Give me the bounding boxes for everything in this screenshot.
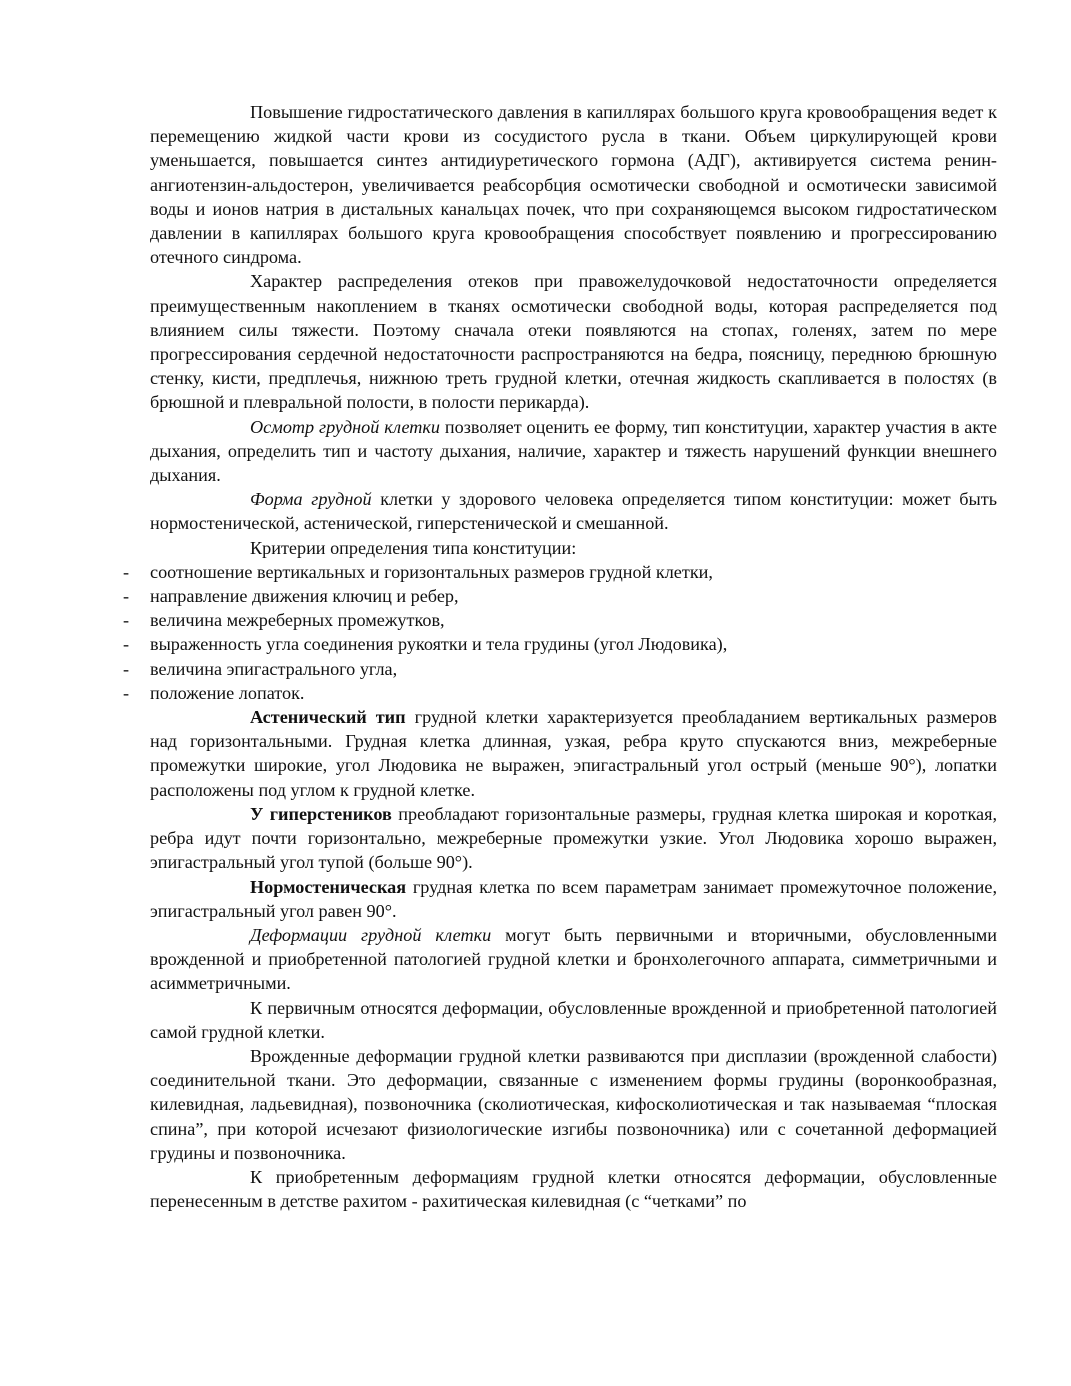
list-item-text: выраженность угла соединения рукоятки и тела грудины (угол Людовика), bbox=[150, 634, 728, 655]
bullet-dash: - bbox=[123, 610, 130, 631]
list-item-text: соотношение вертикальных и горизонтальных размеров грудной клетки, bbox=[150, 561, 713, 582]
bullet-dash: - bbox=[123, 658, 130, 679]
paragraph-10: К первичным относятся деформации, обусловленные врожденной и приобретенной патологией самой грудной клетки. bbox=[150, 997, 997, 1042]
bold-lead: У гиперстеников bbox=[250, 803, 392, 824]
document-page bbox=[123, 100, 997, 1213]
paragraph-9 bbox=[150, 923, 997, 996]
bullet-dash: - bbox=[123, 586, 130, 607]
list-item-text: направление движения ключиц и ребер, bbox=[150, 586, 459, 607]
paragraph-text: грудная клетка по всем параметрам занимает промежуточное положение, эпигастральный угол равен 90°. bbox=[150, 876, 997, 921]
italic-lead: Форма грудной bbox=[250, 489, 372, 510]
italic-lead: Осмотр грудной клетки bbox=[250, 416, 441, 437]
list-item bbox=[123, 681, 997, 705]
paragraph-text: могут быть первичными и вторичными, обусловленными врожденной и приобретенной патологией грудной клетки и бронхолегочного аппарата, симметричными и асимметричными. bbox=[150, 924, 997, 994]
bold-lead: Нормостеническая bbox=[250, 876, 407, 897]
paragraph-12: К приобретенным деформациям грудной клетки относятся деформации, обусловленные перенесенным в детстве рахитом - рахитическая килевидная (с “четками” по bbox=[150, 1166, 997, 1212]
paragraph-3 bbox=[150, 415, 997, 488]
bold-lead: Астенический тип bbox=[250, 707, 406, 728]
italic-lead: Деформации грудной клетки bbox=[250, 924, 492, 945]
bullet-dash: - bbox=[123, 682, 130, 703]
list-item-text: величина межреберных промежутков, bbox=[150, 610, 445, 631]
list-item-text: положение лопаток. bbox=[150, 682, 305, 703]
list-item bbox=[123, 657, 997, 681]
bullet-dash: - bbox=[123, 561, 130, 582]
paragraph-7 bbox=[150, 802, 997, 875]
paragraph-text: клетки у здорового человека определяется типом конституции: может быть нормостенической, астенической, гиперстенической и смешанной. bbox=[150, 489, 997, 534]
paragraph-text: преобладают горизонтальные размеры, грудная клетка широкая и короткая, ребра идут почти горизонтально, межреберные промежутки узкие. Угол Людовика хорошо выражен, эпигастральный угол тупой (больше 90°). bbox=[150, 803, 997, 873]
list-item bbox=[123, 608, 997, 632]
paragraph-11: Врожденные деформации грудной клетки развиваются при дисплазии (врожденной слабости) соединительной ткани. Это деформации, связанные с изменением формы грудины (воронкообразная, килевидная, ладьевидная), позвоночника (сколиотическая, кифосколиотическая и так называемая “плоская спина”, при которой исчезают физиологические изгибы позвоночника) или с сочетанной деформацией грудины и позвоночника. bbox=[150, 1045, 997, 1163]
paragraph-2: Характер распределения отеков при правожелудочковой недостаточности определяется преимущественным накоплением в тканях осмотически свободной воды, которая распределяется под влиянием силы тяжести. Поэтому сначала отеки появляются на стопах, голенях, затем по мере прогрессирования сердечной недостаточности распространяются на бедра, поясницу, переднюю брюшную стенку, кисти, предплечья, нижнюю треть грудной клетки, отечная жидкость скапливается в полостях (в брюшной и плевральной полости, в полости перикарда). bbox=[150, 271, 997, 413]
paragraph-8 bbox=[150, 875, 997, 923]
paragraph-text: грудной клетки характеризуется преобладанием вертикальных размеров над горизонтальными. Грудная клетка длинная, узкая, ребра круто спускаются вниз, межреберные промежутки широкие, угол Людовика не выражен, эпигастральный угол острый (меньше 90°), лопатки расположены под углом к грудной клетке. bbox=[150, 707, 997, 800]
list-item bbox=[123, 584, 997, 608]
paragraph-text: позволяет оценить ее форму, тип конституции, характер участия в акте дыхания, определить тип и частоту дыхания, наличие, характер и тяжесть нарушений функции внешнего дыхания. bbox=[150, 416, 997, 486]
bullet-dash: - bbox=[123, 634, 130, 655]
paragraph-6 bbox=[150, 705, 997, 802]
list-item-text: величина эпигастрального угла, bbox=[150, 658, 398, 679]
criteria-list bbox=[123, 560, 997, 705]
list-item bbox=[123, 560, 997, 584]
paragraph-4 bbox=[150, 487, 997, 535]
paragraph-5: Критерии определения типа конституции: bbox=[250, 537, 577, 558]
paragraph-1: Повышение гидростатического давления в капиллярах большого круга кровообращения ведет к перемещению жидкой части крови из сосудистого русла в ткани. Объем циркулирующей крови уменьшается, повышается синтез антидиуретического гормона (АДГ), активируется система ренин-ангиотензин-альдостерон, увеличивается реабсорбция осмотически свободной и осмотически зависимой воды и ионов натрия в дистальных канальцах почек, что при сохраняющемся высоком гидростатическом давлении в капиллярах большого круга кровообращения способствует появлению и прогрессированию отечного синдрома. bbox=[150, 102, 997, 268]
list-item bbox=[123, 632, 997, 656]
